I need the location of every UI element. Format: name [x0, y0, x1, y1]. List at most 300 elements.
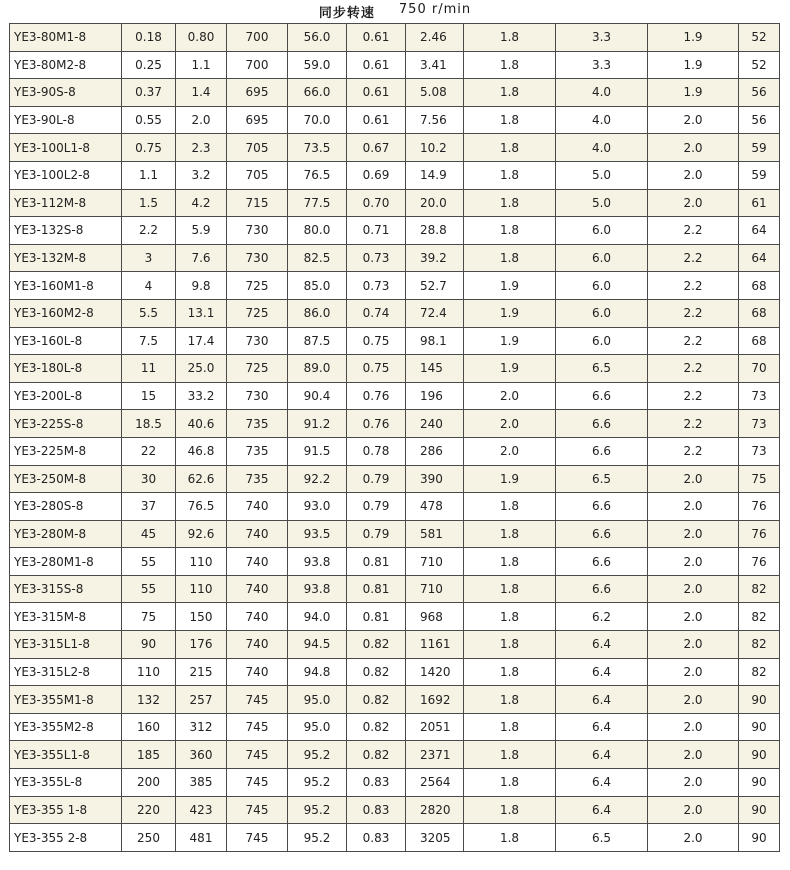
speed-cell: 715 — [227, 189, 288, 217]
noise-cell: 56 — [739, 106, 780, 134]
model-cell: YE3-90L-8 — [10, 106, 122, 134]
max-torque-ratio-cell: 2.0 — [648, 824, 739, 852]
power-factor-cell: 0.79 — [347, 520, 406, 548]
power-factor-cell: 0.81 — [347, 548, 406, 576]
table-row — [10, 686, 780, 714]
current-cell: 110 — [176, 575, 227, 603]
starting-current-ratio-cell: 6.4 — [556, 796, 648, 824]
starting-torque-ratio-cell: 1.9 — [464, 299, 556, 327]
table-row — [10, 520, 780, 548]
starting-torque-ratio-cell: 1.8 — [464, 713, 556, 741]
table-row — [10, 272, 780, 300]
power-factor-cell: 0.75 — [347, 355, 406, 383]
table-row — [10, 741, 780, 769]
torque-cell: 1161 — [406, 631, 464, 659]
torque-cell: 2820 — [406, 796, 464, 824]
power-cell: 11 — [122, 355, 176, 383]
starting-current-ratio-cell: 6.6 — [556, 548, 648, 576]
noise-cell: 52 — [739, 24, 780, 52]
noise-cell: 75 — [739, 465, 780, 493]
starting-torque-ratio-cell: 1.8 — [464, 520, 556, 548]
table-row — [10, 299, 780, 327]
table-row — [10, 327, 780, 355]
model-cell: YE3-355M2-8 — [10, 713, 122, 741]
torque-cell: 286 — [406, 437, 464, 465]
power-factor-cell: 0.76 — [347, 382, 406, 410]
efficiency-cell: 66.0 — [288, 79, 347, 107]
power-cell: 3 — [122, 244, 176, 272]
efficiency-cell: 93.0 — [288, 493, 347, 521]
starting-torque-ratio-cell: 1.8 — [464, 493, 556, 521]
speed-cell: 725 — [227, 272, 288, 300]
efficiency-cell: 95.2 — [288, 824, 347, 852]
table-row — [10, 658, 780, 686]
noise-cell: 76 — [739, 548, 780, 576]
torque-cell: 98.1 — [406, 327, 464, 355]
current-cell: 2.3 — [176, 134, 227, 162]
noise-cell: 59 — [739, 134, 780, 162]
starting-current-ratio-cell: 4.0 — [556, 134, 648, 162]
speed-cell: 740 — [227, 520, 288, 548]
torque-cell: 7.56 — [406, 106, 464, 134]
model-cell: YE3-355 2-8 — [10, 824, 122, 852]
efficiency-cell: 80.0 — [288, 217, 347, 245]
max-torque-ratio-cell: 2.0 — [648, 686, 739, 714]
starting-torque-ratio-cell: 2.0 — [464, 382, 556, 410]
current-cell: 1.1 — [176, 51, 227, 79]
starting-current-ratio-cell: 6.0 — [556, 299, 648, 327]
starting-current-ratio-cell: 6.6 — [556, 437, 648, 465]
table-row — [10, 769, 780, 797]
current-cell: 360 — [176, 741, 227, 769]
power-factor-cell: 0.76 — [347, 410, 406, 438]
max-torque-ratio-cell: 2.0 — [648, 796, 739, 824]
noise-cell: 90 — [739, 796, 780, 824]
efficiency-cell: 93.5 — [288, 520, 347, 548]
power-factor-cell: 0.81 — [347, 603, 406, 631]
speed-cell: 745 — [227, 769, 288, 797]
starting-current-ratio-cell: 6.6 — [556, 410, 648, 438]
power-cell: 15 — [122, 382, 176, 410]
power-factor-cell: 0.74 — [347, 299, 406, 327]
speed-cell: 740 — [227, 575, 288, 603]
current-cell: 150 — [176, 603, 227, 631]
max-torque-ratio-cell: 2.0 — [648, 603, 739, 631]
noise-cell: 73 — [739, 437, 780, 465]
table-row — [10, 713, 780, 741]
power-cell: 0.18 — [122, 24, 176, 52]
torque-cell: 240 — [406, 410, 464, 438]
starting-current-ratio-cell: 6.6 — [556, 493, 648, 521]
power-factor-cell: 0.61 — [347, 24, 406, 52]
noise-cell: 64 — [739, 244, 780, 272]
noise-cell: 52 — [739, 51, 780, 79]
current-cell: 385 — [176, 769, 227, 797]
max-torque-ratio-cell: 2.2 — [648, 327, 739, 355]
speed-cell: 740 — [227, 631, 288, 659]
table-row — [10, 189, 780, 217]
starting-torque-ratio-cell: 1.8 — [464, 244, 556, 272]
speed-cell: 735 — [227, 465, 288, 493]
power-cell: 22 — [122, 437, 176, 465]
starting-current-ratio-cell: 6.4 — [556, 713, 648, 741]
max-torque-ratio-cell: 2.0 — [648, 161, 739, 189]
table-row — [10, 603, 780, 631]
power-cell: 5.5 — [122, 299, 176, 327]
max-torque-ratio-cell: 2.2 — [648, 382, 739, 410]
table-row — [10, 134, 780, 162]
torque-cell: 478 — [406, 493, 464, 521]
current-cell: 110 — [176, 548, 227, 576]
efficiency-cell: 73.5 — [288, 134, 347, 162]
table-row — [10, 548, 780, 576]
current-cell: 46.8 — [176, 437, 227, 465]
torque-cell: 39.2 — [406, 244, 464, 272]
starting-torque-ratio-cell: 1.8 — [464, 24, 556, 52]
efficiency-cell: 90.4 — [288, 382, 347, 410]
model-cell: YE3-315S-8 — [10, 575, 122, 603]
starting-current-ratio-cell: 6.6 — [556, 520, 648, 548]
starting-current-ratio-cell: 4.0 — [556, 106, 648, 134]
starting-torque-ratio-cell: 1.9 — [464, 272, 556, 300]
noise-cell: 73 — [739, 410, 780, 438]
model-cell: YE3-225S-8 — [10, 410, 122, 438]
model-cell: YE3-280S-8 — [10, 493, 122, 521]
model-cell: YE3-180L-8 — [10, 355, 122, 383]
power-factor-cell: 0.73 — [347, 272, 406, 300]
power-cell: 4 — [122, 272, 176, 300]
power-factor-cell: 0.82 — [347, 631, 406, 659]
power-factor-cell: 0.78 — [347, 437, 406, 465]
speed-cell: 735 — [227, 437, 288, 465]
starting-current-ratio-cell: 6.4 — [556, 658, 648, 686]
speed-cell: 725 — [227, 299, 288, 327]
current-cell: 0.80 — [176, 24, 227, 52]
power-factor-cell: 0.67 — [347, 134, 406, 162]
torque-cell: 2371 — [406, 741, 464, 769]
efficiency-cell: 93.8 — [288, 575, 347, 603]
noise-cell: 61 — [739, 189, 780, 217]
power-factor-cell: 0.82 — [347, 741, 406, 769]
starting-torque-ratio-cell: 1.8 — [464, 824, 556, 852]
noise-cell: 82 — [739, 631, 780, 659]
torque-cell: 72.4 — [406, 299, 464, 327]
efficiency-cell: 95.0 — [288, 713, 347, 741]
noise-cell: 90 — [739, 769, 780, 797]
max-torque-ratio-cell: 2.0 — [648, 658, 739, 686]
max-torque-ratio-cell: 2.0 — [648, 134, 739, 162]
model-cell: YE3-132S-8 — [10, 217, 122, 245]
starting-current-ratio-cell: 6.5 — [556, 465, 648, 493]
torque-cell: 2564 — [406, 769, 464, 797]
starting-current-ratio-cell: 5.0 — [556, 161, 648, 189]
power-factor-cell: 0.79 — [347, 465, 406, 493]
noise-cell: 68 — [739, 327, 780, 355]
noise-cell: 64 — [739, 217, 780, 245]
efficiency-cell: 95.2 — [288, 769, 347, 797]
torque-cell: 196 — [406, 382, 464, 410]
noise-cell: 73 — [739, 382, 780, 410]
speed-cell: 740 — [227, 548, 288, 576]
starting-current-ratio-cell: 6.4 — [556, 741, 648, 769]
noise-cell: 68 — [739, 299, 780, 327]
max-torque-ratio-cell: 2.0 — [648, 769, 739, 797]
speed-cell: 740 — [227, 603, 288, 631]
starting-current-ratio-cell: 6.2 — [556, 603, 648, 631]
model-cell: YE3-355M1-8 — [10, 686, 122, 714]
noise-cell: 70 — [739, 355, 780, 383]
torque-cell: 52.7 — [406, 272, 464, 300]
starting-current-ratio-cell: 3.3 — [556, 51, 648, 79]
efficiency-cell: 93.8 — [288, 548, 347, 576]
current-cell: 1.4 — [176, 79, 227, 107]
table-row — [10, 437, 780, 465]
starting-torque-ratio-cell: 1.8 — [464, 796, 556, 824]
table-row — [10, 355, 780, 383]
starting-torque-ratio-cell: 1.8 — [464, 769, 556, 797]
power-factor-cell: 0.83 — [347, 796, 406, 824]
power-cell: 90 — [122, 631, 176, 659]
starting-current-ratio-cell: 6.0 — [556, 217, 648, 245]
table-row — [10, 631, 780, 659]
table-row — [10, 51, 780, 79]
torque-cell: 145 — [406, 355, 464, 383]
table-row — [10, 493, 780, 521]
speed-cell: 730 — [227, 217, 288, 245]
power-cell: 132 — [122, 686, 176, 714]
power-cell: 220 — [122, 796, 176, 824]
current-cell: 312 — [176, 713, 227, 741]
starting-torque-ratio-cell: 2.0 — [464, 410, 556, 438]
efficiency-cell: 86.0 — [288, 299, 347, 327]
current-cell: 33.2 — [176, 382, 227, 410]
starting-torque-ratio-cell: 1.8 — [464, 686, 556, 714]
model-cell: YE3-200L-8 — [10, 382, 122, 410]
model-cell: YE3-90S-8 — [10, 79, 122, 107]
max-torque-ratio-cell: 2.2 — [648, 244, 739, 272]
power-factor-cell: 0.69 — [347, 161, 406, 189]
noise-cell: 59 — [739, 161, 780, 189]
power-cell: 0.25 — [122, 51, 176, 79]
max-torque-ratio-cell: 2.0 — [648, 493, 739, 521]
speed-cell: 705 — [227, 134, 288, 162]
power-cell: 7.5 — [122, 327, 176, 355]
power-cell: 110 — [122, 658, 176, 686]
power-cell: 200 — [122, 769, 176, 797]
torque-cell: 14.9 — [406, 161, 464, 189]
max-torque-ratio-cell: 2.0 — [648, 520, 739, 548]
power-factor-cell: 0.83 — [347, 769, 406, 797]
power-cell: 18.5 — [122, 410, 176, 438]
efficiency-cell: 82.5 — [288, 244, 347, 272]
max-torque-ratio-cell: 2.2 — [648, 437, 739, 465]
model-cell: YE3-355 1-8 — [10, 796, 122, 824]
table-row — [10, 465, 780, 493]
model-cell: YE3-315M-8 — [10, 603, 122, 631]
current-cell: 423 — [176, 796, 227, 824]
torque-cell: 1420 — [406, 658, 464, 686]
power-cell: 75 — [122, 603, 176, 631]
power-factor-cell: 0.70 — [347, 189, 406, 217]
current-cell: 92.6 — [176, 520, 227, 548]
starting-torque-ratio-cell: 1.8 — [464, 217, 556, 245]
efficiency-cell: 94.0 — [288, 603, 347, 631]
power-factor-cell: 0.82 — [347, 658, 406, 686]
starting-torque-ratio-cell: 1.8 — [464, 134, 556, 162]
table-row — [10, 824, 780, 852]
current-cell: 9.8 — [176, 272, 227, 300]
max-torque-ratio-cell: 2.0 — [648, 575, 739, 603]
starting-current-ratio-cell: 4.0 — [556, 79, 648, 107]
spec-table-body — [10, 24, 780, 852]
speed-label: 同步转速 — [318, 6, 375, 21]
efficiency-cell: 95.2 — [288, 796, 347, 824]
table-row — [10, 575, 780, 603]
speed-cell: 700 — [227, 24, 288, 52]
current-cell: 215 — [176, 658, 227, 686]
model-cell: YE3-80M1-8 — [10, 24, 122, 52]
speed-cell: 740 — [227, 658, 288, 686]
efficiency-cell: 94.5 — [288, 631, 347, 659]
current-cell: 2.0 — [176, 106, 227, 134]
starting-current-ratio-cell: 3.3 — [556, 24, 648, 52]
spec-table — [9, 23, 780, 852]
noise-cell: 90 — [739, 686, 780, 714]
starting-torque-ratio-cell: 1.8 — [464, 631, 556, 659]
starting-torque-ratio-cell: 1.8 — [464, 603, 556, 631]
starting-current-ratio-cell: 5.0 — [556, 189, 648, 217]
power-factor-cell: 0.73 — [347, 244, 406, 272]
starting-current-ratio-cell: 6.4 — [556, 631, 648, 659]
starting-torque-ratio-cell: 1.8 — [464, 79, 556, 107]
current-cell: 25.0 — [176, 355, 227, 383]
speed-cell: 725 — [227, 355, 288, 383]
efficiency-cell: 76.5 — [288, 161, 347, 189]
max-torque-ratio-cell: 1.9 — [648, 51, 739, 79]
power-factor-cell: 0.75 — [347, 327, 406, 355]
power-cell: 1.5 — [122, 189, 176, 217]
current-cell: 3.2 — [176, 161, 227, 189]
table-row — [10, 24, 780, 52]
starting-current-ratio-cell: 6.6 — [556, 382, 648, 410]
current-cell: 13.1 — [176, 299, 227, 327]
starting-torque-ratio-cell: 1.8 — [464, 161, 556, 189]
torque-cell: 1692 — [406, 686, 464, 714]
max-torque-ratio-cell: 2.0 — [648, 713, 739, 741]
speed-cell: 695 — [227, 106, 288, 134]
starting-current-ratio-cell: 6.6 — [556, 575, 648, 603]
model-cell: YE3-100L1-8 — [10, 134, 122, 162]
table-row — [10, 106, 780, 134]
power-cell: 0.75 — [122, 134, 176, 162]
starting-current-ratio-cell: 6.0 — [556, 327, 648, 355]
efficiency-cell: 95.0 — [288, 686, 347, 714]
efficiency-cell: 87.5 — [288, 327, 347, 355]
table-row — [10, 79, 780, 107]
model-cell: YE3-160M1-8 — [10, 272, 122, 300]
power-factor-cell: 0.81 — [347, 575, 406, 603]
speed-cell: 745 — [227, 824, 288, 852]
torque-cell: 710 — [406, 548, 464, 576]
max-torque-ratio-cell: 1.9 — [648, 79, 739, 107]
starting-current-ratio-cell: 6.5 — [556, 355, 648, 383]
max-torque-ratio-cell: 2.2 — [648, 299, 739, 327]
power-factor-cell: 0.61 — [347, 106, 406, 134]
power-cell: 55 — [122, 575, 176, 603]
torque-cell: 28.8 — [406, 217, 464, 245]
model-cell: YE3-315L1-8 — [10, 631, 122, 659]
efficiency-cell: 56.0 — [288, 24, 347, 52]
model-cell: YE3-225M-8 — [10, 437, 122, 465]
current-cell: 5.9 — [176, 217, 227, 245]
max-torque-ratio-cell: 2.2 — [648, 410, 739, 438]
speed-header — [0, 0, 790, 24]
torque-cell: 2.46 — [406, 24, 464, 52]
model-cell: YE3-355L-8 — [10, 769, 122, 797]
torque-cell: 710 — [406, 575, 464, 603]
torque-cell: 20.0 — [406, 189, 464, 217]
max-torque-ratio-cell: 2.0 — [648, 189, 739, 217]
efficiency-cell: 85.0 — [288, 272, 347, 300]
speed-cell: 745 — [227, 796, 288, 824]
speed-cell: 745 — [227, 741, 288, 769]
power-cell: 1.1 — [122, 161, 176, 189]
speed-value: 750 r/min — [398, 2, 472, 17]
efficiency-cell: 70.0 — [288, 106, 347, 134]
power-cell: 30 — [122, 465, 176, 493]
torque-cell: 581 — [406, 520, 464, 548]
starting-current-ratio-cell: 6.4 — [556, 686, 648, 714]
noise-cell: 76 — [739, 493, 780, 521]
starting-torque-ratio-cell: 1.8 — [464, 106, 556, 134]
table-row — [10, 382, 780, 410]
torque-cell: 968 — [406, 603, 464, 631]
speed-cell: 730 — [227, 327, 288, 355]
model-cell: YE3-280M-8 — [10, 520, 122, 548]
speed-cell: 735 — [227, 410, 288, 438]
current-cell: 7.6 — [176, 244, 227, 272]
model-cell: YE3-250M-8 — [10, 465, 122, 493]
current-cell: 257 — [176, 686, 227, 714]
efficiency-cell: 91.5 — [288, 437, 347, 465]
power-factor-cell: 0.71 — [347, 217, 406, 245]
power-factor-cell: 0.82 — [347, 686, 406, 714]
power-cell: 185 — [122, 741, 176, 769]
power-cell: 250 — [122, 824, 176, 852]
starting-torque-ratio-cell: 1.9 — [464, 465, 556, 493]
power-factor-cell: 0.79 — [347, 493, 406, 521]
table-row — [10, 161, 780, 189]
model-cell: YE3-160M2-8 — [10, 299, 122, 327]
speed-cell: 730 — [227, 382, 288, 410]
model-cell: YE3-160L-8 — [10, 327, 122, 355]
current-cell: 40.6 — [176, 410, 227, 438]
starting-torque-ratio-cell: 1.9 — [464, 355, 556, 383]
model-cell: YE3-315L2-8 — [10, 658, 122, 686]
current-cell: 17.4 — [176, 327, 227, 355]
efficiency-cell: 91.2 — [288, 410, 347, 438]
power-factor-cell: 0.61 — [347, 51, 406, 79]
efficiency-cell: 95.2 — [288, 741, 347, 769]
max-torque-ratio-cell: 2.2 — [648, 355, 739, 383]
table-row — [10, 796, 780, 824]
torque-cell: 10.2 — [406, 134, 464, 162]
torque-cell: 5.08 — [406, 79, 464, 107]
power-factor-cell: 0.83 — [347, 824, 406, 852]
noise-cell: 76 — [739, 520, 780, 548]
current-cell: 481 — [176, 824, 227, 852]
model-cell: YE3-132M-8 — [10, 244, 122, 272]
